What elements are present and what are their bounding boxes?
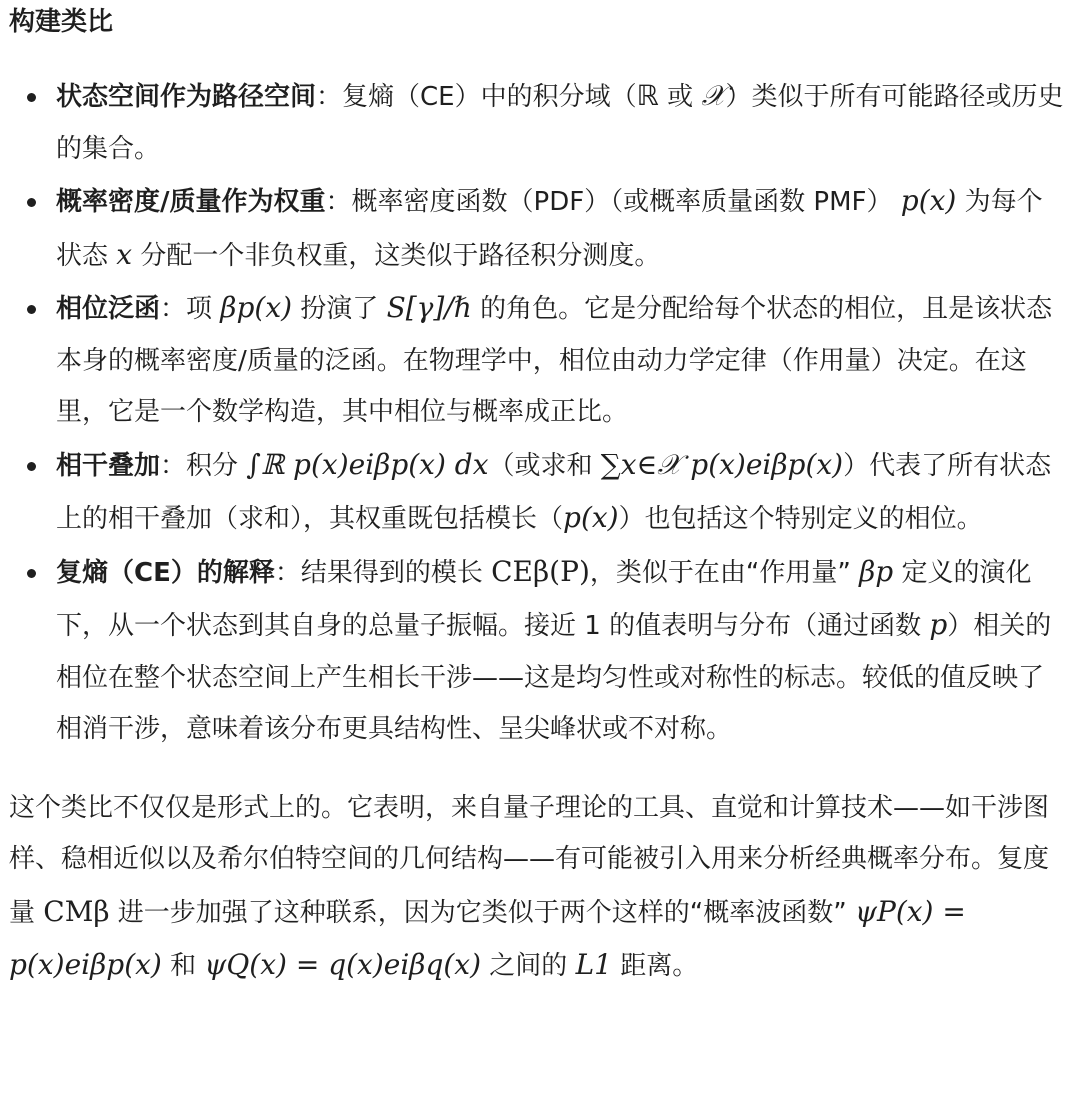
list-item-coherent-superposition: 相干叠加：积分 ∫ℝ p(x)eiβp(x) dx（或求和 ∑x∈𝒳 p(x)eiβp(x)）代表了所有状态上的相干叠加（求和），其权重既包括模长（p(x)）也包括这个特别定义的相位。 [56,439,1066,546]
math-x: x [116,237,133,271]
term-label: 相干叠加 [56,450,161,481]
bullet-dot-icon [27,198,36,207]
closing-paragraph: 这个类比不仅仅是形式上的。它表明，来自量子理论的工具、直觉和计算技术——如干涉图样、稳相近似以及希尔伯特空间的几何结构——有可能被引入用来分析经典概率分布。复度量 CMβ 进一步加强了这种联系，因为它类似于两个这样的“概率波函数” ψP(x) = p(x)eiβp(x) 和 ψQ(x) = q(x)eiβq(x) 之间的 L1 距离。 [9,792,1050,981]
term-label: 状态空间作为路径空间 [56,82,317,112]
math-sum: ∑x∈𝒳 p(x)eiβp(x) [600,447,844,481]
bullet-dot-icon [27,569,36,578]
math-beta-px: βp(x) [220,291,293,324]
math-psi-q: ψQ(x) = q(x)eiβq(x) [204,948,482,981]
math-beta-p: βp [859,554,894,588]
math-px: p(x) [563,501,619,534]
list-item-weights: 概率密度/质量作为权重：概率密度函数（PDF）（或概率质量函数 PMF） p(x) 为每个状态 x 分配一个非负权重，这类似于路径积分测度。 [56,175,1066,282]
math-reals: ℝ [636,79,659,112]
list-item-phase-functional: 相位泛函：项 βp(x) 扮演了 S[γ]/ℏ 的角色。它是分配给每个状态的相位，且是该状态本身的概率密度/质量的泛函。在物理学中，相位由动力学定律（作用量）决定。在这里，它是一个数学构造，其中相位与概率成正比。 [56,282,1066,439]
math-l1: L1 [575,948,612,981]
section-heading: 构建类比 [9,7,114,37]
math-integral: ∫ℝ p(x)eiβp(x) dx [246,447,489,481]
term-label: 复熵（CE）的解释 [56,557,275,588]
math-ce-beta: CEβ(P) [491,554,590,588]
list-item-state-space: 状态空间作为路径空间：复熵（CE）中的积分域（ℝ 或 𝒳）类似于所有可能路径或历史的集合。 [56,70,1066,175]
bullet-dot-icon [27,462,36,471]
math-psi-p: ψP(x) = p(x)eiβp(x) [9,894,966,981]
math-cm-beta: CMβ [43,894,110,928]
bullet-dot-icon [27,305,36,314]
math-px: p(x) [900,184,957,217]
term-label: 相位泛函 [56,294,161,324]
bullet-dot-icon [27,93,36,102]
term-label: 概率密度/质量作为权重 [56,187,326,217]
list-item-ce-interpretation: 复熵（CE）的解释：结果得到的模长 CEβ(P)，类似于在由“作用量” βp 定义的演化下，从一个状态到其自身的总量子振幅。接近 1 的值表明与分布（通过函数 p）相关的相位在整个状态空间上产生相长干涉——这是均匀性或对称性的标志。较低的值反映了相消干涉，意味着该分布更具结构性、呈尖峰状或不对称。 [56,546,1066,756]
math-p: p [929,608,948,641]
math-script-x: 𝒳 [701,79,726,112]
math-action-over-hbar: S[γ]/ℏ [386,291,472,324]
analogy-list [9,70,1066,756]
